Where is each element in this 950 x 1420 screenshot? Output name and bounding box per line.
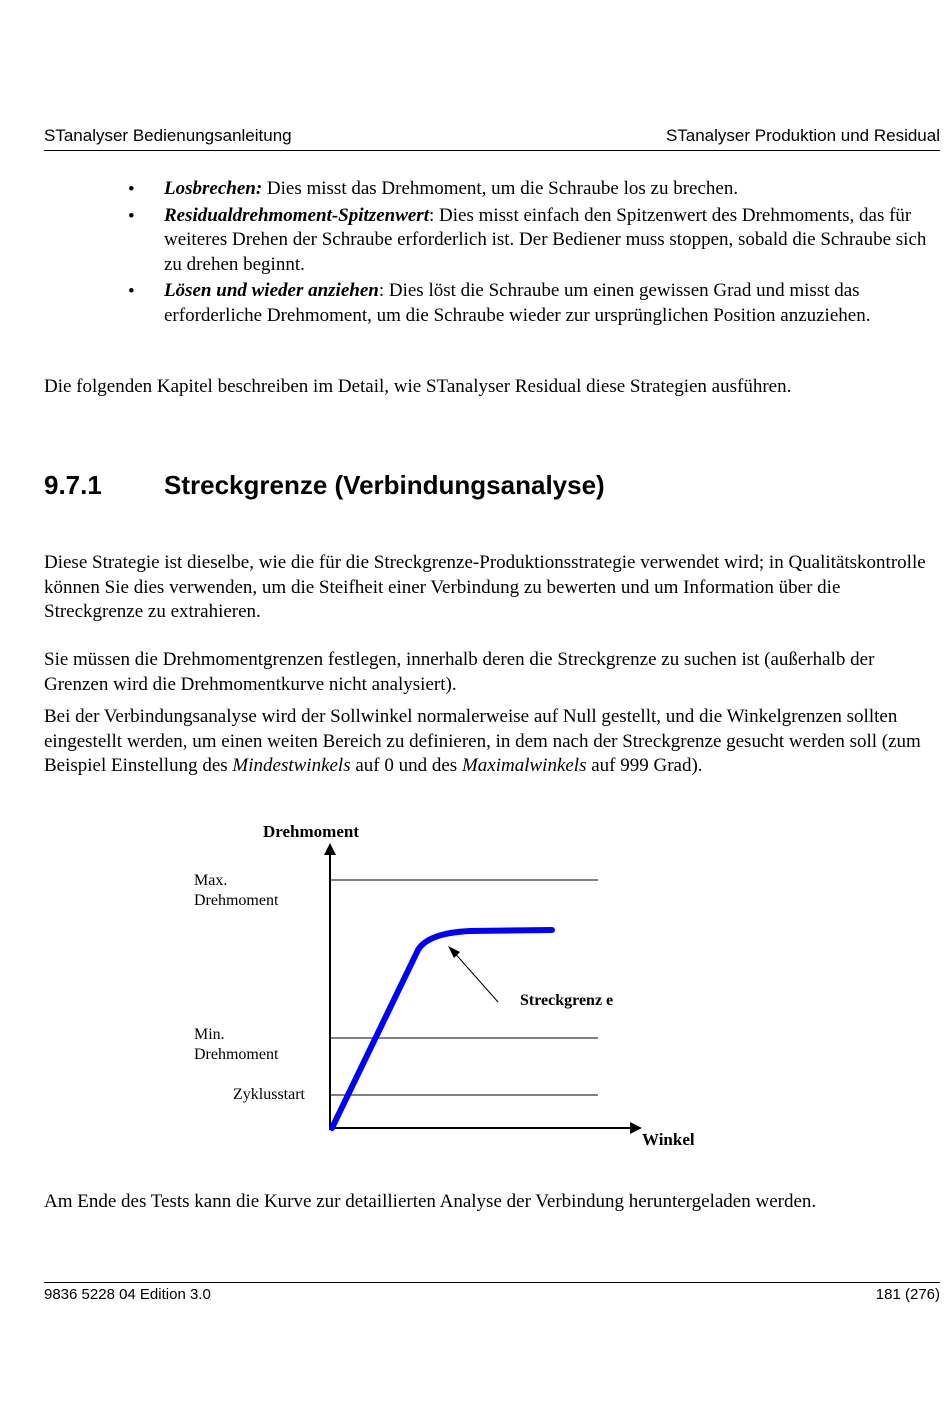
bullet-item xyxy=(0,279,950,328)
paragraph-3-text-c: auf 999 Grad). xyxy=(586,755,703,776)
annotation-line xyxy=(452,950,498,1002)
bullet-dot-icon: • xyxy=(128,179,135,200)
section-title: Streckgrenze (Verbindungsanalyse) xyxy=(164,470,605,500)
max-torque-label-2: Drehmoment xyxy=(194,892,279,909)
min-torque-label-2: Drehmoment xyxy=(194,1046,279,1063)
cycle-start-label: Zyklusstart xyxy=(233,1086,305,1103)
torque-angle-diagram xyxy=(180,815,695,1160)
section-heading xyxy=(44,468,940,502)
bullet-text: Dies misst einfach den Spitzenwert des Drehmoments, das für weiteres Drehen der Schraube erforderlich ist. Der Bediener muss stoppen, sobald die Schraube sich zu drehen beginnt. xyxy=(164,204,927,275)
page-header xyxy=(44,126,940,151)
paragraph-2: Sie müssen die Drehmomentgrenzen festlegen, innerhalb deren die Streckgrenze zu suchen ist (außerhalb der Grenzen wird die Drehmomentkurve nicht analysiert). xyxy=(44,649,875,695)
paragraph-4: Am Ende des Tests kann die Kurve zur detaillierten Analyse der Verbindung heruntergeladen werden. xyxy=(44,1191,817,1212)
paragraph-3-text-b: auf 0 und des xyxy=(350,755,462,776)
header-right: STanalyser Produktion und Residual xyxy=(665,126,940,145)
footer-page-number: 181 (276) xyxy=(875,1286,940,1303)
bullet-dot-icon: • xyxy=(128,281,135,302)
paragraph-3-max-angle: Maximalwinkels xyxy=(461,755,587,776)
min-torque-label-1: Min. xyxy=(194,1026,225,1043)
paragraph-3 xyxy=(44,705,940,779)
bullet-text: Dies löst die Schraube um einen gewissen Grad und misst das erforderliche Drehmoment, um die Schraube wieder zur ursprünglichen Position anzuziehen. xyxy=(164,280,871,326)
torque-curve xyxy=(332,930,552,1128)
y-axis-label: Drehmoment xyxy=(263,822,359,841)
annotation-arrow-icon xyxy=(448,946,460,958)
bullet-term: Residualdrehmoment-Spitzenwert xyxy=(164,204,429,226)
bullet-text: Dies misst das Drehmoment, um die Schraube los zu brechen. xyxy=(262,178,739,199)
section-number: 9.7.1 xyxy=(44,470,102,500)
yield-point-label: Streckgrenz e xyxy=(520,992,614,1009)
paragraph-1: Diese Strategie ist dieselbe, wie die für die Streckgrenze-Produktionsstrategie verwendet wird; in Qualitätskontrolle können Sie dies verwenden, um die Steifheit einer Verbindung zu bewerten und um Information über die Streckgrenze zu extrahieren. xyxy=(44,552,926,622)
bullet-sep: : xyxy=(378,280,385,301)
bullet-term: Lösen und wieder anziehen xyxy=(164,280,379,301)
footer-doc-number: 9836 5228 04 Edition 3.0 xyxy=(44,1286,211,1303)
x-axis-arrow-icon xyxy=(630,1122,642,1134)
strategy-bullet-list xyxy=(0,177,950,330)
bullet-item xyxy=(0,204,950,278)
diagram-canvas xyxy=(180,815,650,1160)
page-footer xyxy=(44,1282,940,1303)
bullet-dot-icon: • xyxy=(128,205,135,227)
y-axis-arrow-icon xyxy=(324,843,336,855)
max-torque-label-1: Max. xyxy=(194,872,228,889)
x-axis-label: Winkel xyxy=(642,1130,695,1149)
bullet-item xyxy=(0,177,950,202)
bullet-sep: : xyxy=(428,204,435,226)
intro-paragraph: Die folgenden Kapitel beschreiben im Detail, wie STanalyser Residual diese Strategien ausführen. xyxy=(44,376,792,397)
header-left: STanalyser Bedienungsanleitung xyxy=(44,126,292,145)
bullet-term: Losbrechen xyxy=(164,178,256,199)
bullet-sep: : xyxy=(255,178,263,199)
paragraph-3-text-a: Bei der Verbindungsanalyse wird der Sollwinkel normalerweise auf Null gestellt, und die Winkelgrenzen sollten eingestellt werden, um einen weiten Bereich zu definieren, in dem nach der Streckgrenze gesucht werden soll (zum Beispiel Einstellung des xyxy=(44,706,921,776)
paragraph-3-min-angle: Mindestwinkels xyxy=(232,755,351,776)
